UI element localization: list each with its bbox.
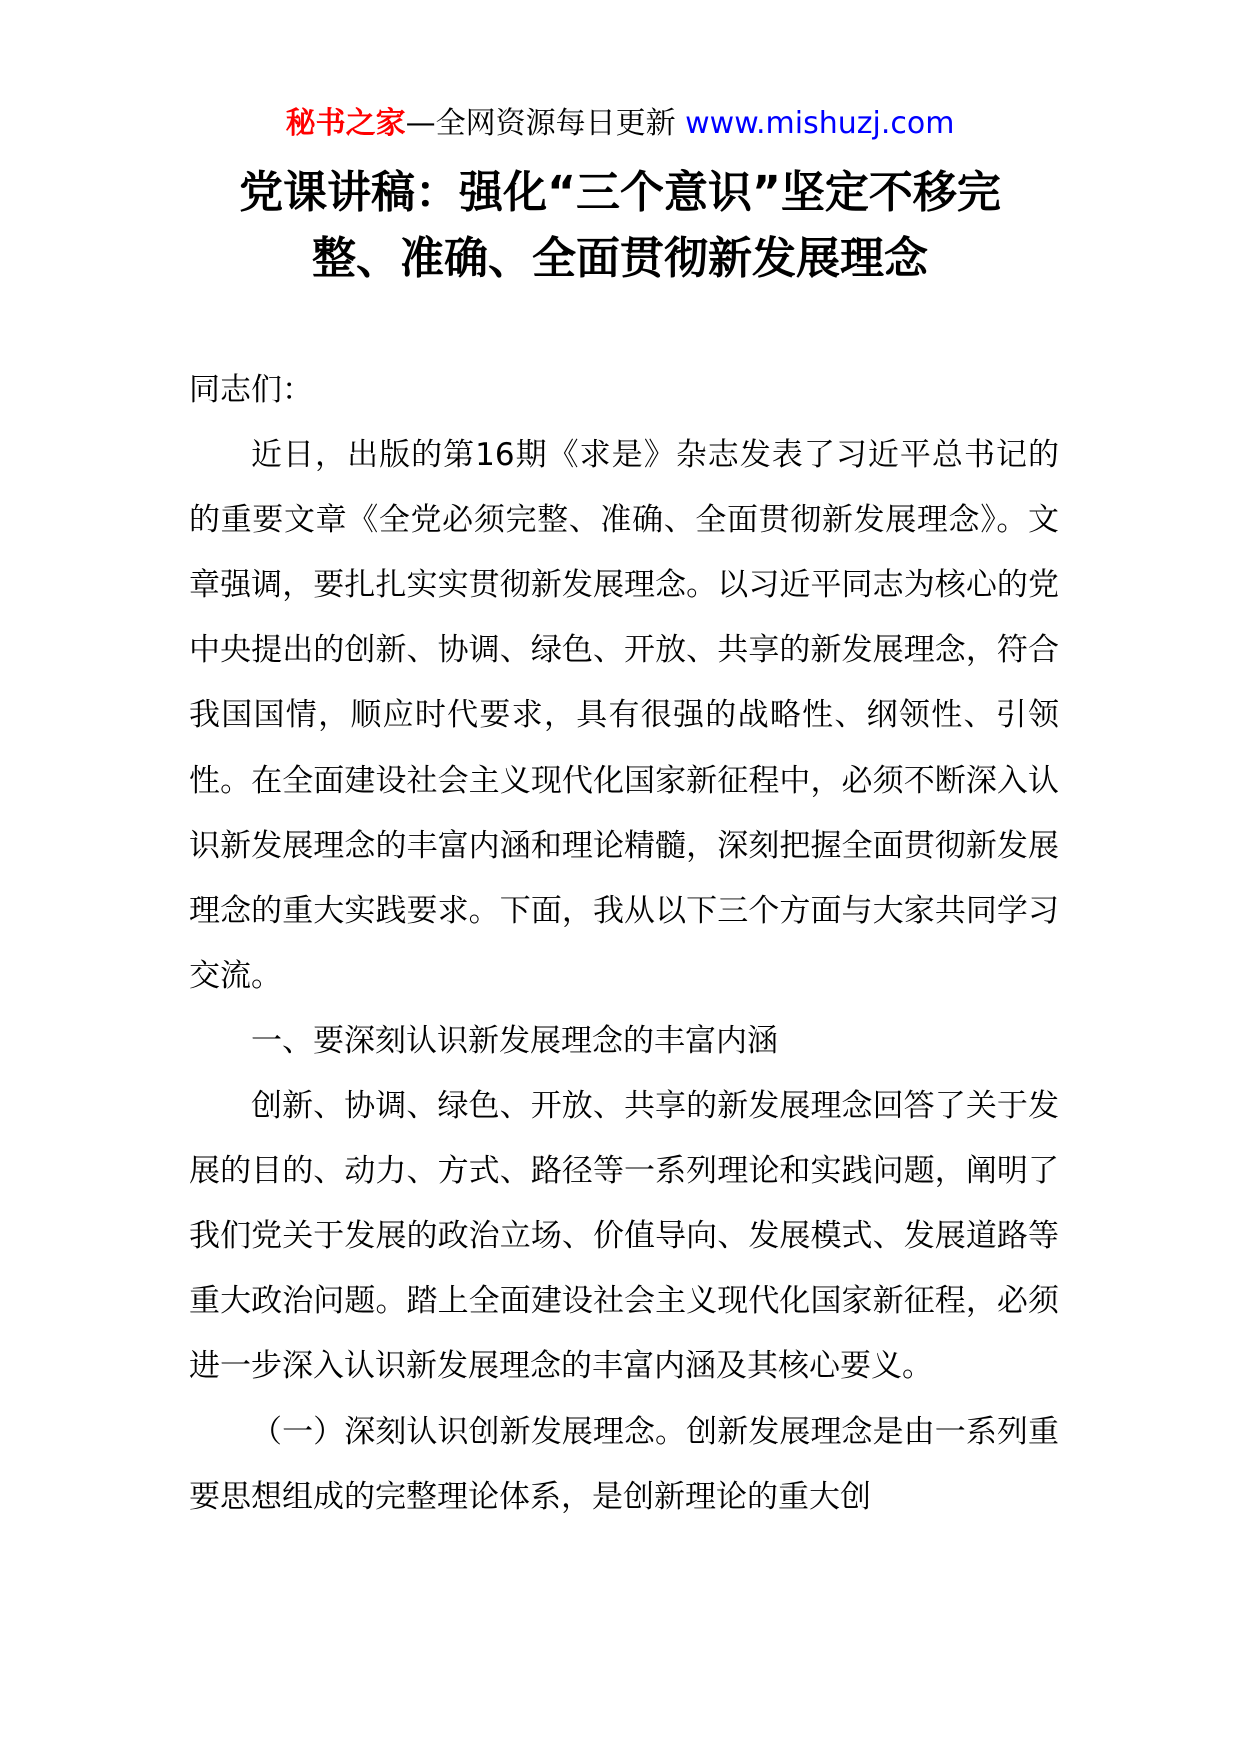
section-heading-1: 一、要深刻认识新发展理念的丰富内涵 [251, 1022, 778, 1059]
site-brand: 秘书之家 [285, 106, 406, 141]
paragraph-intro: 近日，出版的第16期《求是》杂志发表了习近平总书记的的重要文章《全党必须完整、准确、全面贯彻新发展理念》。文章强调，要扎扎实实贯彻新发展理念。以习近平同志为核心的党中央提出的创新、协调、绿色、开放、共享的新发展理念，符合我国国情，顺应时代要求，具有很强的战略性、纲领性、引领性。在全面建设社会主义现代化国家新征程中，必须不断深入认识新发展理念的丰富内涵和理论精髓，深刻把握全面贯彻新发展理念的重大实践要求。下面，我从以下三个方面与大家共同学习交流。 [189, 437, 1059, 994]
paragraph-subsection-1: （一）深刻认识创新发展理念。创新发展理念是由一系列重要思想组成的完整理论体系，是创新理论的重大创 [189, 1413, 1059, 1515]
document-title-line-1: 党课讲稿：强化“三个意识”坚定不移完 [239, 167, 1001, 218]
site-tagline: —全网资源每日更新 [405, 106, 686, 141]
site-url-link[interactable]: www.mishuzj.com [685, 106, 955, 141]
paragraph-section-1: 创新、协调、绿色、开放、共享的新发展理念回答了关于发展的目的、动力、方式、路径等一系列理论和实践问题，阐明了我们党关于发展的政治立场、价值导向、发展模式、发展道路等重大政治问题。踏上全面建设社会主义现代化国家新征程，必须进一步深入认识新发展理念的丰富内涵及其核心要义。 [189, 1088, 1059, 1385]
document-body [189, 358, 1059, 1530]
greeting: 同志们： [189, 372, 313, 408]
site-header [0, 102, 1240, 146]
document-title-line-2: 整、准确、全面贯彻新发展理念 [312, 233, 928, 284]
document-title [150, 160, 1090, 292]
